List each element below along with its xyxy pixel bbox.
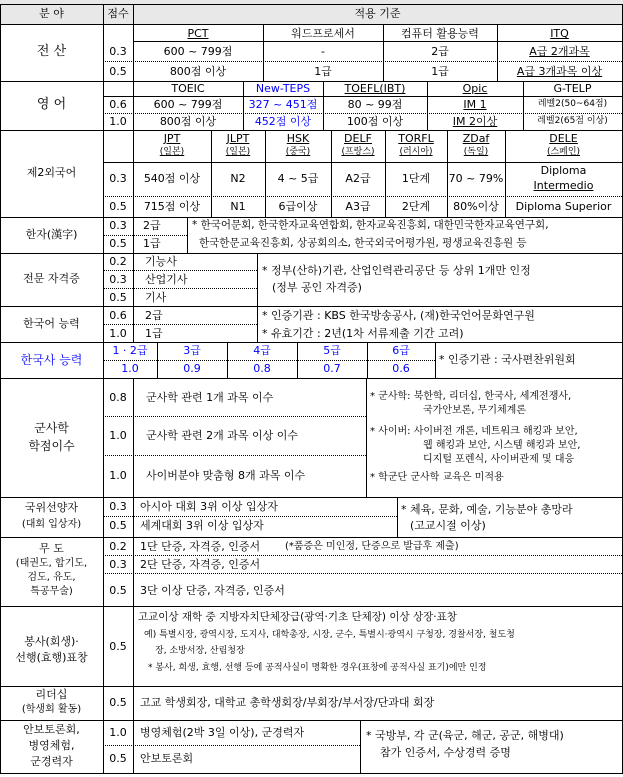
computer-col-word: 워드프로세서 xyxy=(291,27,355,40)
second-lang-col-sub: (스페인) xyxy=(546,147,581,157)
second-lang-r1-jpt: 540점 이상 xyxy=(143,172,201,185)
row-border xyxy=(0,342,623,343)
second-lang-r1-torfl: 1단계 xyxy=(401,172,431,185)
dotted-border xyxy=(103,270,257,271)
martial-r2-score: 0.3 xyxy=(109,558,127,571)
license-r1-score: 0.2 xyxy=(109,255,127,268)
license-r3-grade: 기사 xyxy=(145,291,167,304)
english-col-toeic: TOEIC xyxy=(171,82,205,95)
second-lang-r2-torfl: 2단계 xyxy=(401,200,431,213)
military-note: * 학군단 군사학 교육은 미적용 xyxy=(370,472,504,483)
military-note: 디지털 포렌식, 사이버관제 및 대응 xyxy=(423,454,575,465)
english-r1-toefl: 80 ~ 99점 xyxy=(347,98,403,111)
dotted-border xyxy=(103,61,622,62)
korean-note: * 인증기관 : KBS 한국방송공사, (재)한국언어문화연구원 xyxy=(262,309,535,322)
score-column-border xyxy=(133,378,134,774)
volunteer-score: 0.5 xyxy=(109,640,127,653)
hanja-note: 한국한문교육진흥회, 상공회의소, 한국외국어평가원, 평생교육진흥원 등 xyxy=(199,237,527,249)
second-lang-r1-zdaf: 70 ~ 79% xyxy=(448,172,504,185)
license-r2-score: 0.3 xyxy=(109,273,127,286)
dotted-border xyxy=(103,573,622,574)
martial-r3-score: 0.5 xyxy=(109,584,127,597)
history-note: * 인증기관 : 국사편찬위원회 xyxy=(439,353,576,366)
second-lang-col-name: JLPT xyxy=(226,132,250,145)
header-area: 분 야 xyxy=(39,7,64,20)
hanja-area: 한자(漢字) xyxy=(25,228,78,241)
hanja-r1-grade: 2급 xyxy=(143,219,161,232)
second-lang-r2-score: 0.5 xyxy=(109,200,127,213)
col-border xyxy=(366,378,367,497)
col-border xyxy=(435,342,436,378)
security-area: 안보토론회, xyxy=(23,723,80,736)
second-lang-r2-jlpt: N1 xyxy=(230,200,246,213)
second-lang-r1-dele-2: Intermedio xyxy=(533,179,594,192)
military-note: * 군사학: 북한학, 리더십, 한국사, 세계전쟁사, xyxy=(370,391,572,402)
dotted-border xyxy=(103,360,435,361)
english-col-toefl: TOEFL(IBT) xyxy=(344,82,406,95)
row-border xyxy=(0,497,623,498)
military-note: 국가안보론, 무기체계론 xyxy=(423,405,526,416)
sub-border xyxy=(133,41,622,42)
second-lang-r2-jpt: 715점 이상 xyxy=(143,200,201,213)
volunteer-note: * 봉사, 희생, 효행, 선행 등에 공적사실이 명확한 경우(표창에 공적사실 표기)에만 인정 xyxy=(148,663,487,673)
martial-r2-text: 2단 단증, 자격증, 인증서 xyxy=(140,558,261,571)
dotted-border xyxy=(103,555,622,556)
second-lang-area: 제2외국어 xyxy=(26,166,77,179)
sub-border xyxy=(103,162,622,163)
national-r2-score: 0.5 xyxy=(109,519,127,532)
hanja-r1-score: 0.3 xyxy=(109,219,127,232)
computer-r2-word: 1급 xyxy=(314,65,332,78)
leadership-area-sub: (학생회 활동) xyxy=(21,704,82,715)
row-border xyxy=(0,130,623,131)
computer-col-pct: PCT xyxy=(187,27,209,40)
second-lang-r1-hsk: 4 ~ 5급 xyxy=(277,172,319,185)
second-lang-col-name: ZDaf xyxy=(462,132,490,145)
computer-col-itq: ITQ xyxy=(550,27,569,40)
martial-area-sub: 특공무술) xyxy=(30,586,73,597)
row-border xyxy=(0,306,623,307)
security-r2-score: 0.5 xyxy=(109,752,127,765)
row-border xyxy=(0,378,623,379)
volunteer-area: 봉사(회생)· xyxy=(24,635,79,648)
military-r3-text: 사이버분야 맞춤형 8개 과목 이수 xyxy=(146,469,306,482)
computer-r2-utility: 1급 xyxy=(431,65,449,78)
header-score: 점수 xyxy=(107,7,129,20)
leadership-text: 고교 학생회장, 대학교 총학생회장/부회장/부서장/단과대 회장 xyxy=(140,696,435,709)
second-lang-col-name: DELF xyxy=(344,132,372,145)
license-note: (정부 공인 자격증) xyxy=(272,281,362,294)
english-r1-score: 0.6 xyxy=(109,98,127,111)
second-lang-col-name: TORFL xyxy=(398,132,434,145)
license-r1-grade: 기능사 xyxy=(145,255,177,268)
english-r1-opic: IM 1 xyxy=(463,98,487,111)
volunteer-example: 장, 소방서장, 산림청장 xyxy=(155,646,245,656)
computer-area: 전 산 xyxy=(36,44,67,59)
row-border xyxy=(0,686,623,687)
history-grade: 1 · 2급 xyxy=(112,344,148,357)
history-grade: 4급 xyxy=(253,344,271,357)
second-lang-col-sub: (프랑스) xyxy=(341,147,375,157)
history-grade: 6급 xyxy=(392,344,410,357)
volunteer-example: 예) 특별시장, 광역시장, 도지사, 대학총장, 시장, 군수, 특별시·광역시 구청장, 경찰서장, 철도청 xyxy=(144,630,515,640)
dotted-border xyxy=(103,745,360,746)
military-r2-score: 1.0 xyxy=(109,429,127,442)
hanja-note: * 한국어문회, 한국한자교육연합회, 한자교육진흥회, 대한민국한자교육연구회, xyxy=(192,219,549,231)
second-lang-r1-delf: A2급 xyxy=(345,172,371,185)
sub-border xyxy=(103,96,622,97)
dotted-border xyxy=(103,516,397,517)
english-r1-toeic: 600 ~ 799점 xyxy=(153,98,223,111)
military-r1-text: 군사학 관련 1개 과목 이수 xyxy=(146,391,274,404)
korean-r2-score: 1.0 xyxy=(109,327,127,340)
martial-r1-text: 1단 단증, 자격증, 인증서 xyxy=(140,540,261,553)
korean-r1-score: 0.6 xyxy=(109,309,127,322)
dotted-border xyxy=(103,113,622,114)
second-lang-r2-hsk: 6급이상 xyxy=(278,200,318,213)
english-r1-gtelp: 레벨2(50~64점) xyxy=(537,99,608,109)
english-r2-toeic: 800점 이상 xyxy=(159,115,217,128)
second-lang-r2-delf: A3급 xyxy=(345,200,371,213)
license-r2-grade: 산업기사 xyxy=(145,273,188,286)
military-note: 웹 해킹과 보안, 시스템 해킹과 보안, xyxy=(423,440,581,451)
second-lang-col-sub: (일본) xyxy=(159,147,185,157)
english-col-teps: New-TEPS xyxy=(255,82,311,95)
header-bottom-border xyxy=(0,24,623,25)
table-bottom-border xyxy=(0,773,623,774)
security-r2-text: 안보토론회 xyxy=(140,752,194,765)
english-r2-teps: 452점 이상 xyxy=(254,115,312,128)
security-r1-text: 병영체험(2박 3일 이상), 군경력자 xyxy=(140,726,305,739)
row-border xyxy=(0,606,623,607)
computer-r2-score: 0.5 xyxy=(109,65,127,78)
military-r3-score: 1.0 xyxy=(109,469,127,482)
security-area: 군경력자 xyxy=(30,755,73,768)
second-lang-col-sub: (중국) xyxy=(285,147,311,157)
computer-r2-itq: A급 3개과목 이상 xyxy=(516,65,603,78)
computer-r1-score: 0.3 xyxy=(109,45,127,58)
computer-r2-pct: 800점 이상 xyxy=(169,65,227,78)
second-lang-col-name: DELE xyxy=(549,132,578,145)
col-border xyxy=(257,306,258,342)
english-r2-opic: IM 2이상 xyxy=(452,115,498,128)
col-border xyxy=(397,497,398,537)
hanja-r2-grade: 1급 xyxy=(143,237,161,250)
english-r2-toefl: 100점 이상 xyxy=(346,115,404,128)
volunteer-area: 선행(효행)표창 xyxy=(15,651,88,664)
col-border xyxy=(257,253,258,306)
national-note: (고교시절 이상) xyxy=(410,519,486,532)
second-lang-col-name: JPT xyxy=(163,132,181,145)
korean-area: 한국어 능력 xyxy=(23,317,80,330)
english-col-opic: Opic xyxy=(462,82,488,95)
hanja-r2-score: 0.5 xyxy=(109,237,127,250)
history-area: 한국사 능력 xyxy=(20,353,83,367)
second-lang-col-name: HSK xyxy=(286,132,310,145)
leadership-score: 0.5 xyxy=(109,696,127,709)
english-r1-teps: 327 ~ 451점 xyxy=(248,98,318,111)
dotted-border xyxy=(103,235,187,236)
second-lang-r2-dele: Diploma Superior xyxy=(515,200,612,213)
dotted-border xyxy=(103,324,257,325)
history-score: 0.9 xyxy=(183,362,201,375)
second-lang-r1-dele: Diploma xyxy=(540,164,587,177)
martial-r3-text: 3단 이상 단증, 자격증, 인증서 xyxy=(140,584,285,597)
martial-r1-note: (*품증은 미인정, 단증으로 발급후 제출) xyxy=(285,541,459,552)
license-r3-score: 0.5 xyxy=(109,291,127,304)
computer-r1-word: - xyxy=(321,45,325,58)
license-note: * 정부(산하)기관, 산업인력관리공단 등 상위 1개만 인정 xyxy=(262,264,531,277)
national-area: 국위선양자 xyxy=(24,501,79,514)
row-border xyxy=(0,253,623,254)
history-score: 1.0 xyxy=(121,362,139,375)
volunteer-text: 고교이상 재학 중 지방자치단체장급(광역·기초 단체장) 이상 상장·표창 xyxy=(138,611,457,623)
military-note: * 사이버: 사이버전 개론, 네트워크 해킹과 보안, xyxy=(370,426,578,437)
security-area: 병영체험, xyxy=(28,739,75,752)
col-border xyxy=(187,217,188,253)
national-area-sub: (대회 입상자) xyxy=(21,519,82,530)
national-r2-text: 세계대회 3위 이상 입상자 xyxy=(140,519,264,532)
military-area: 군사학 xyxy=(34,421,69,435)
dotted-border xyxy=(103,288,257,289)
korean-r2-grade: 1급 xyxy=(145,327,163,340)
security-r1-score: 1.0 xyxy=(109,726,127,739)
martial-area-sub: (태권도, 합기도, xyxy=(15,558,88,569)
row-border xyxy=(0,720,623,721)
computer-col-utility: 컴퓨터 활용능력 xyxy=(401,27,479,40)
header-criteria: 적용 기준 xyxy=(354,7,401,20)
computer-r1-pct: 600 ~ 799점 xyxy=(163,45,233,58)
dotted-border xyxy=(103,196,622,197)
korean-note: * 유효기간 : 2년(1차 서류제출 기간 고려) xyxy=(262,327,464,340)
military-r2-text: 군사학 관련 2개 과목 이상 이수 xyxy=(146,429,298,442)
history-score: 0.7 xyxy=(323,362,341,375)
table-top-border xyxy=(0,4,623,5)
leadership-area: 리더십 xyxy=(35,688,68,701)
second-lang-col-sub: (일본) xyxy=(225,147,251,157)
martial-r1-score: 0.2 xyxy=(109,540,127,553)
computer-r1-utility: 2급 xyxy=(431,45,449,58)
row-border xyxy=(0,537,623,538)
history-score: 0.6 xyxy=(392,362,410,375)
second-lang-r2-zdaf: 80%이상 xyxy=(453,200,499,213)
dotted-border xyxy=(103,455,366,456)
second-lang-r1-jlpt: N2 xyxy=(230,172,246,185)
martial-area-sub: 검도, 유도, xyxy=(27,572,76,583)
national-r1-score: 0.3 xyxy=(109,500,127,513)
history-grade: 3급 xyxy=(183,344,201,357)
row-border xyxy=(0,217,623,218)
national-r1-text: 아시아 대회 3위 이상 입상자 xyxy=(140,500,278,513)
military-area: 학점이수 xyxy=(28,439,75,453)
korean-r1-grade: 2급 xyxy=(145,309,163,322)
english-r2-gtelp: 레벨2(65점 이상) xyxy=(537,116,608,126)
english-r2-score: 1.0 xyxy=(109,115,127,128)
history-grade: 5급 xyxy=(323,344,341,357)
martial-area: 무 도 xyxy=(39,542,64,555)
license-area: 전문 자격증 xyxy=(23,272,80,285)
national-note: * 체육, 문화, 예술, 기능분야 총망라 xyxy=(401,503,573,516)
second-lang-col-sub: (독일) xyxy=(463,147,489,157)
military-r1-score: 0.8 xyxy=(109,391,127,404)
history-score: 0.8 xyxy=(253,362,271,375)
computer-r1-itq: A급 2개과목 xyxy=(529,45,590,58)
dotted-border xyxy=(103,416,366,417)
security-note: * 국방부, 각 군(육군, 해군, 공군, 해병대) xyxy=(366,729,564,742)
col-border xyxy=(360,720,361,773)
english-col-gtelp: G-TELP xyxy=(553,82,592,95)
security-note: 참가 인증서, 수상경력 증명 xyxy=(380,746,511,759)
second-lang-col-sub: (러시아) xyxy=(399,147,433,157)
second-lang-r1-score: 0.3 xyxy=(109,172,127,185)
english-area: 영 어 xyxy=(36,97,67,112)
